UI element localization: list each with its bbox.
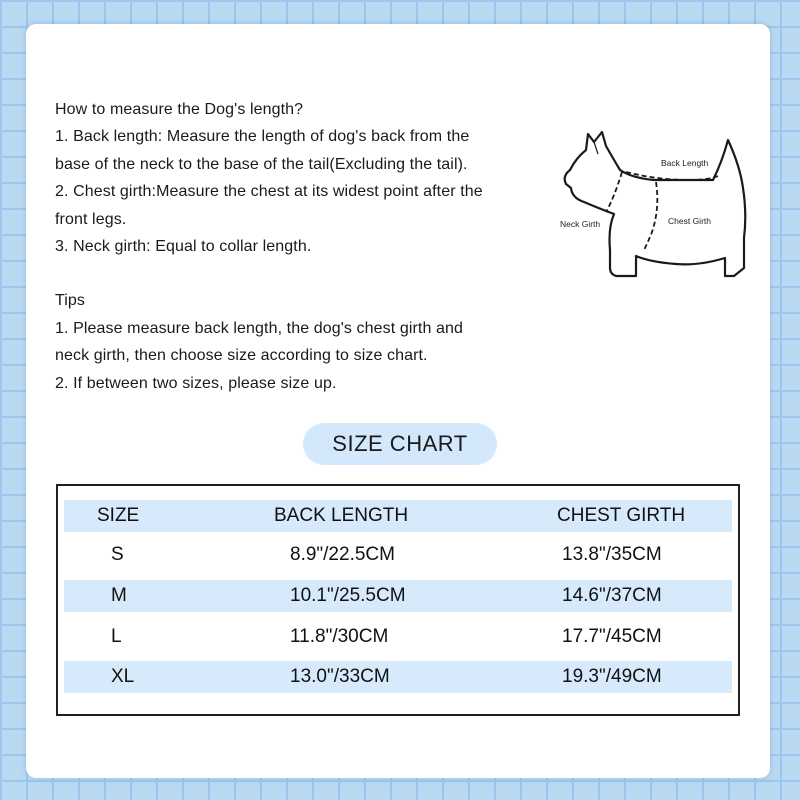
instruction-line: front legs.	[55, 210, 127, 228]
table-row	[64, 621, 732, 653]
dog-measurement-diagram	[558, 128, 748, 288]
neck-girth-label: Neck Girth	[560, 219, 601, 229]
dog-outline-icon	[565, 132, 746, 276]
instruction-line: 3. Neck girth: Equal to collar length.	[55, 238, 312, 256]
cell-size: M	[111, 585, 127, 606]
header-size: SIZE	[97, 505, 140, 526]
tips-heading: Tips	[55, 292, 86, 310]
cell-back-length: 13.0"/33CM	[290, 666, 390, 687]
tip-line: 2. If between two sizes, please size up.	[55, 374, 337, 392]
table-row	[64, 661, 732, 693]
table-header-row	[64, 500, 732, 532]
instruction-line: 1. Back length: Measure the length of dog's back from the	[55, 128, 470, 146]
size-chart-title: SIZE CHART	[303, 423, 497, 465]
cell-chest-girth: 19.3"/49CM	[562, 666, 662, 687]
cell-size: L	[111, 626, 122, 647]
cell-chest-girth: 17.7"/45CM	[562, 626, 662, 647]
cell-size: XL	[111, 666, 135, 687]
cell-size: S	[111, 544, 124, 565]
instruction-line: 2. Chest girth:Measure the chest at its widest point after the	[55, 183, 483, 201]
cell-back-length: 10.1"/25.5CM	[290, 585, 406, 606]
cell-chest-girth: 14.6"/37CM	[562, 585, 662, 606]
instructions-heading: How to measure the Dog's length?	[55, 101, 304, 118]
back-length-label: Back Length	[661, 158, 709, 168]
cell-back-length: 11.8"/30CM	[290, 626, 389, 647]
tip-line: neck girth, then choose size according to size chart.	[55, 347, 428, 365]
spacer	[55, 260, 555, 287]
size-chart-table	[56, 484, 740, 716]
measurement-instructions	[55, 96, 555, 397]
neck-girth-line	[606, 172, 622, 212]
tip-line: 1. Please measure back length, the dog's chest girth and	[55, 319, 464, 337]
chest-girth-line	[644, 182, 657, 250]
header-back-length: BACK LENGTH	[274, 505, 409, 526]
cell-back-length: 8.9"/22.5CM	[290, 544, 395, 565]
cell-chest-girth: 13.8"/35CM	[562, 544, 662, 565]
table-row	[64, 539, 732, 571]
instruction-line: base of the neck to the base of the tail(Excluding the tail).	[55, 155, 468, 173]
table-row	[64, 580, 732, 612]
header-chest-girth: CHEST GIRTH	[557, 505, 686, 526]
chest-girth-label: Chest Girth	[668, 216, 711, 226]
